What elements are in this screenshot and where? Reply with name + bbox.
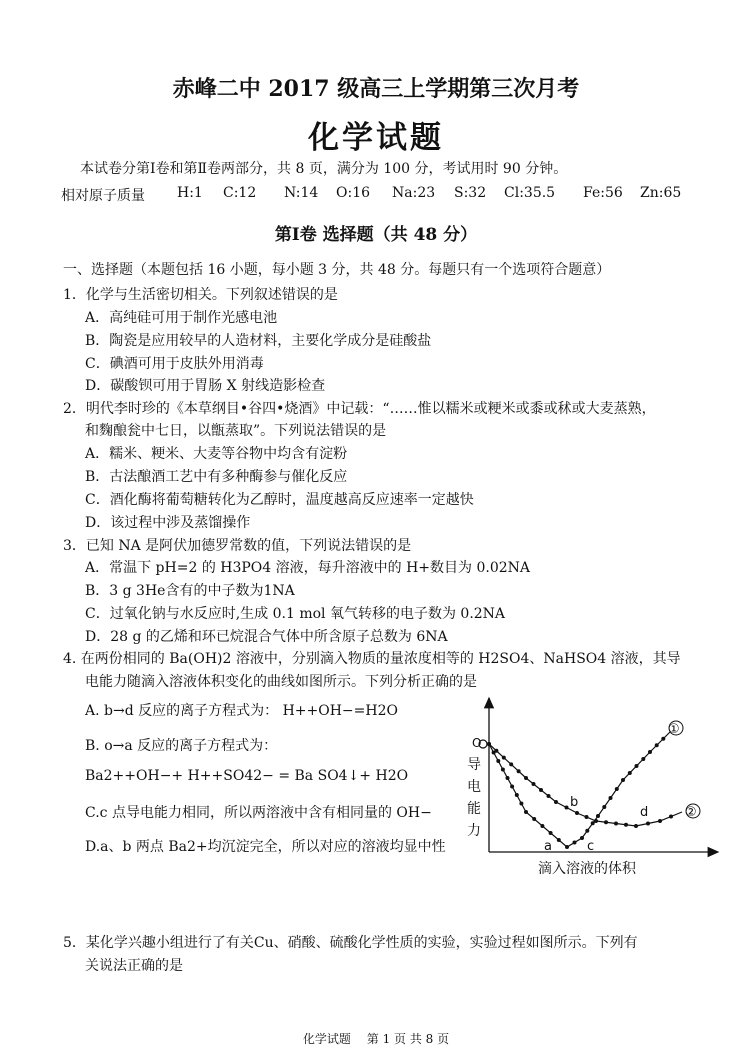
curve-dot	[539, 788, 543, 792]
page-footer	[0, 1030, 752, 1047]
atomic-mass-o: O:16	[336, 185, 371, 201]
curve-dot	[614, 822, 618, 826]
q2-stem-line2: 和麴酿瓮中七日，以甑蒸取”。下列说法错误的是	[85, 423, 387, 439]
q2-stem-line1: 2．明代李时珍的《本草纲目•谷四•烧酒》中记载：“……惟以糯米或粳米或黍或秫或大麦蒸熟，	[63, 401, 656, 417]
q1-stem: 1．化学与生活密切相关。下列叙述错误的是	[63, 287, 338, 303]
curve-dot	[540, 824, 544, 828]
curve-dot	[609, 796, 613, 800]
q4-stem-line2: 电能力随滴入溶液体积变化的曲线如图所示。下列分析正确的是	[85, 674, 477, 690]
curve-dot	[510, 785, 514, 789]
point-c-label: c	[587, 839, 595, 854]
q4-option-a: A. b→d 反应的离子方程式为： H++OH−=H2O	[85, 703, 398, 719]
curve-dot	[515, 793, 519, 797]
curve-dot	[585, 815, 589, 819]
q3-option-b: B．3 g 3He含有的中子数为1NA	[85, 583, 295, 599]
curve-2-label: ②	[685, 805, 697, 820]
curve-dot	[669, 815, 673, 819]
q3-option-d: D．28 g 的乙烯和环已烷混合气体中所含原子总数为 6NA	[85, 629, 448, 645]
curve-dot	[621, 778, 625, 782]
point-d-label: d	[640, 805, 649, 820]
curve-dot	[641, 757, 645, 761]
subject-title: 化学试题	[308, 120, 444, 156]
graph-ylabel-4: 力	[467, 823, 481, 839]
atomic-mass-n: N:14	[284, 185, 319, 201]
curve-dot	[596, 814, 600, 818]
atomic-mass-label: 相对原子质量	[61, 188, 145, 204]
curve-dot	[496, 759, 500, 763]
q1-option-c: C．碘酒可用于皮肤外用消毒	[85, 356, 264, 372]
q3-option-a: A．常温下 pH=2 的 H3PO4 溶液，每升溶液中的 H+数目为 0.02NA	[85, 560, 531, 576]
q2-option-c: C．酒化酶将葡萄糖转化为乙醇时，温度越高反应速率一定越快	[85, 492, 474, 508]
curve-dot	[524, 810, 528, 814]
curve-dot	[602, 805, 606, 809]
curve-dot	[547, 794, 551, 798]
graph-ylabel-1: 导	[467, 757, 481, 773]
curve-dot	[549, 831, 553, 835]
curve-dot	[648, 750, 652, 754]
curve-dot	[635, 764, 639, 768]
curve-dot	[591, 821, 595, 825]
curve-1-line	[489, 728, 674, 847]
curve-dot	[524, 776, 528, 780]
q2-option-d: D．该过程中涉及蒸馏操作	[85, 515, 251, 531]
curve-dot	[517, 769, 521, 773]
curve-dot	[519, 802, 523, 806]
curve-dot	[565, 806, 569, 810]
atomic-mass-row	[0, 185, 752, 205]
curve-1-points	[487, 737, 665, 849]
curve-dot	[573, 841, 577, 845]
q1-option-a: A．高纯硅可用于制作光感电池	[85, 310, 278, 326]
curve-dot	[554, 800, 558, 804]
curve-dot	[594, 819, 598, 823]
curve-dot	[502, 756, 506, 760]
curve-dot	[506, 776, 510, 780]
q1-option-b: B．陶瓷是应用较早的人造材料，主要化学成分是硅酸盐	[85, 333, 432, 349]
curve-dot	[628, 771, 632, 775]
graph-ylabel-2: 电	[467, 779, 481, 795]
curve-dot	[580, 836, 584, 840]
point-b-label: b	[570, 795, 579, 810]
q4-stem-line1: 4. 在两份相同的 Ba(OH)2 溶液中，分别滴入物质的量浓度相等的 H2SO4、NaHSO4 溶液，其导	[63, 651, 681, 667]
curve-dot	[532, 817, 536, 821]
curve-dot	[532, 782, 536, 786]
q2-option-a: A．糯米、粳米、大麦等谷物中均含有淀粉	[85, 446, 348, 462]
footer-page-number: 第 1 页 共 8 页	[366, 1032, 450, 1046]
atomic-mass-cl: Cl:35.5	[504, 185, 556, 201]
curve-dot	[565, 845, 569, 849]
graph-xlabel: 滴入溶液的体积	[538, 861, 636, 877]
curve-dot	[615, 787, 619, 791]
q3-option-c: C．过氧化钠与水反应时,生成 0.1 mol 氧气转移的电子数为 0.2NA	[85, 606, 506, 622]
q3-stem: 3．已知 NA 是阿伏加德罗常数的值，下列说法错误的是	[63, 538, 412, 554]
q2-option-b: B．古法酿酒工艺中有多种酶参与催化反应	[85, 469, 348, 485]
curve-dot	[655, 743, 659, 747]
exam-intro: 本试卷分第Ⅰ卷和第Ⅱ卷两部分，共 8 页，满分为 100 分，考试用时 90 分钟。	[80, 161, 568, 177]
atomic-mass-na: Na:23	[392, 185, 436, 201]
footer-subject: 化学试题	[302, 1032, 351, 1046]
curve-dot	[634, 824, 638, 828]
curve-dot	[509, 762, 513, 766]
exam-title: 赤峰二中 2017 级高三上学期第三次月考	[172, 76, 580, 102]
curve-dot	[658, 819, 662, 823]
graph-origin-label: O	[472, 736, 482, 750]
curve-dot	[487, 742, 491, 746]
q4-option-d: D.a、b 两点 Ba2+均沉淀完全，所以对应的溶液均显中性	[85, 839, 446, 855]
q5-stem-line1: 5．某化学兴趣小组进行了有关Cu、硝酸、硫酸化学性质的实验，实验过程如图所示。下列有	[63, 935, 638, 951]
conductivity-graph	[460, 690, 730, 890]
atomic-mass-c: C:12	[223, 185, 257, 201]
q4-option-b-equation: Ba2++OH−+ H++SO42− = Ba SO4↓+ H2O	[85, 768, 409, 784]
curve-dot	[661, 737, 665, 741]
q4-option-c: C.c 点导电能力相同，所以两溶液中含有相同量的 OH−	[85, 805, 432, 821]
curve-dot	[604, 820, 608, 824]
curve-dot	[575, 811, 579, 815]
part-heading: 一、选择题（本题包括 16 小题，每小题 3 分，共 48 分。每题只有一个选项符合题意）	[63, 262, 611, 278]
graph-ylabel-3: 能	[467, 801, 481, 817]
curve-dot	[646, 822, 650, 826]
curve-dot	[494, 749, 498, 753]
curve-1-label: ①	[668, 722, 680, 737]
curve-dot	[501, 768, 505, 772]
atomic-mass-h: H:1	[177, 185, 203, 201]
q5-stem-line2: 关说法正确的是	[85, 958, 183, 974]
curve-dot	[624, 823, 628, 827]
atomic-mass-fe: Fe:56	[583, 185, 623, 201]
curve-dot	[585, 829, 589, 833]
curve-2-line	[489, 744, 682, 826]
q1-option-d: D．碳酸钡可用于胃肠 X 射线造影检查	[85, 378, 326, 394]
section-title: 第Ⅰ卷 选择题（共 48 分）	[274, 225, 478, 245]
point-a-label: a	[544, 839, 552, 854]
atomic-mass-zn: Zn:65	[640, 185, 682, 201]
curve-dot	[557, 838, 561, 842]
atomic-mass-s: S:32	[454, 185, 487, 201]
q4-option-b: B. o→a 反应的离子方程式为：	[85, 738, 278, 754]
